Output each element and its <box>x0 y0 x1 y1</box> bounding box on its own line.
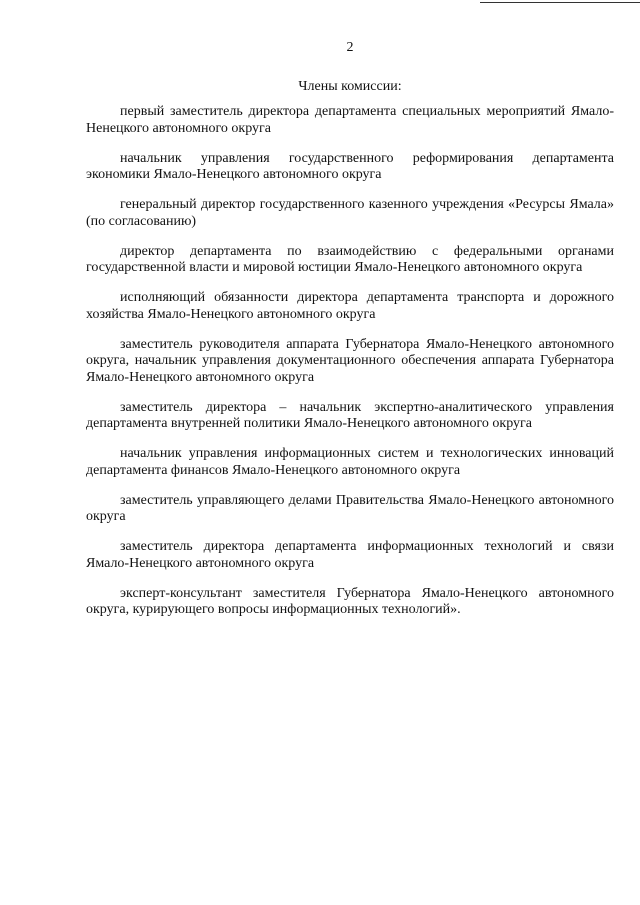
member-item: начальник управления государственного реформирования департамента экономики Ямало-Ненецкого автономного округа <box>86 150 614 182</box>
commission-members-list <box>86 104 614 632</box>
member-item: эксперт-консультант заместителя Губернатора Ямало-Ненецкого автономного округа, курирующего вопросы информационных технологий». <box>86 585 614 617</box>
member-item: исполняющий обязанности директора департамента транспорта и дорожного хозяйства Ямало-Ненецкого автономного округа <box>86 290 614 322</box>
page-number: 2 <box>346 40 354 55</box>
member-item: заместитель директора департамента информационных технологий и связи Ямало-Ненецкого автономного округа <box>86 539 614 571</box>
member-item: заместитель управляющего делами Правительства Ямало-Ненецкого автономного округа <box>86 492 614 524</box>
member-item: начальник управления информационных систем и технологических инноваций департамента финансов Ямало-Ненецкого автономного округа <box>86 446 614 478</box>
top-rule <box>480 2 640 3</box>
member-item: генеральный директор государственного казенного учреждения «Ресурсы Ямала» (по согласованию) <box>86 197 614 229</box>
member-item: первый заместитель директора департамента специальных мероприятий Ямало-Ненецкого автономного округа <box>86 104 614 136</box>
member-item: заместитель директора – начальник экспертно-аналитического управления департамента внутренней политики Ямало-Ненецкого автономного округа <box>86 399 614 431</box>
commission-members-heading: Члены комиссии: <box>298 79 402 94</box>
member-item: заместитель руководителя аппарата Губернатора Ямало-Ненецкого автономного округа, начальник управления документационного обеспечения аппарата Губернатора Ямало-Ненецкого автономного округа <box>86 336 614 385</box>
member-item: директор департамента по взаимодействию с федеральными органами государственной власти и мировой юстиции Ямало-Ненецкого автономного округа <box>86 243 614 275</box>
